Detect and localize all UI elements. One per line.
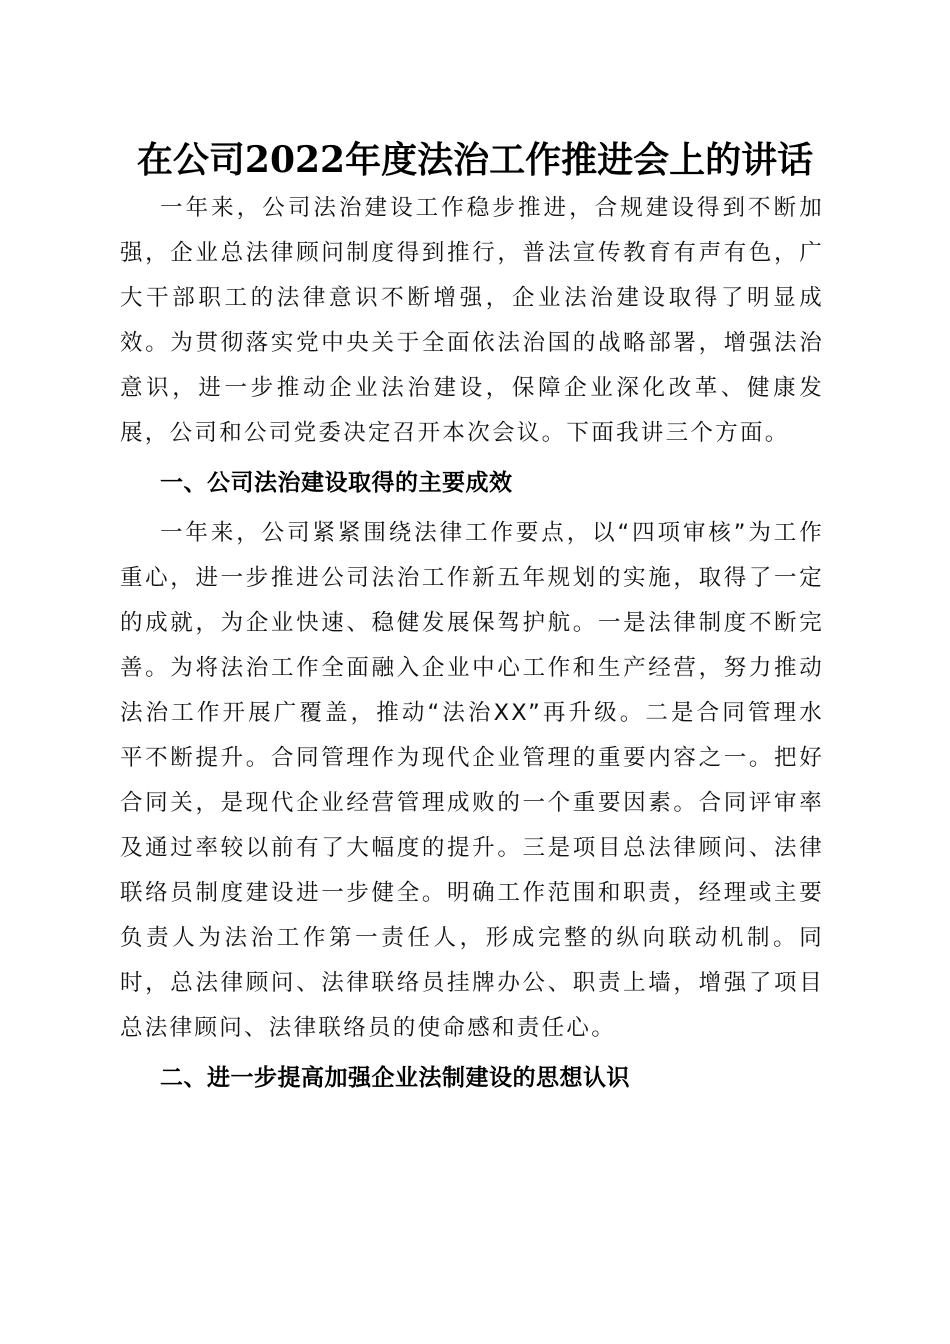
section-heading-2: 二、进一步提高加强企业法制建设的思想认识 <box>160 1065 630 1091</box>
document-body <box>120 186 824 1101</box>
section-heading-1: 一、公司法治建设取得的主要成效 <box>160 470 513 496</box>
document-title: 在公司2022年度法治工作推进会上的讲话 <box>136 139 814 181</box>
section-paragraph-1: 一年来，公司紧紧围绕法律工作要点，以“四项审核”为工作重心，进一步推进公司法治工作新五年规划的实施，取得了一定的成就，为企业快速、稳健发展保驾护航。一是法律制度不断完善。为将法治工作全面融入企业中心工作和生产经营，努力推动法治工作开展广覆盖，推动“法治XX”再升级。二是合同管理水平不断提升。合同管理作为现代企业管理的重要内容之一。把好合同关，是现代企业经营管理成败的一个重要因素。合同评审率及通过率较以前有了大幅度的提升。三是项目总法律顾问、法律联络员制度建设进一步健全。明确工作范围和职责，经理或主要负责人为法治工作第一责任人，形成完整的纵向联动机制。同时，总法律顾问、法律联络员挂牌办公、职责上墙，增强了项目总法律顾问、法律联络员的使命感和责任心。 <box>120 520 824 1041</box>
intro-paragraph: 一年来，公司法治建设工作稳步推进，合规建设得到不断加强，企业总法律顾问制度得到推行，普法宣传教育有声有色，广大干部职工的法律意识不断增强，企业法治建设取得了明显成效。为贯彻落实党中央关于全面依法治国的战略部署，增强法治意识，进一步推动企业法治建设，保障企业深化改革、健康发展，公司和公司党委决定召开本次会议。下面我讲三个方面。 <box>120 195 824 446</box>
